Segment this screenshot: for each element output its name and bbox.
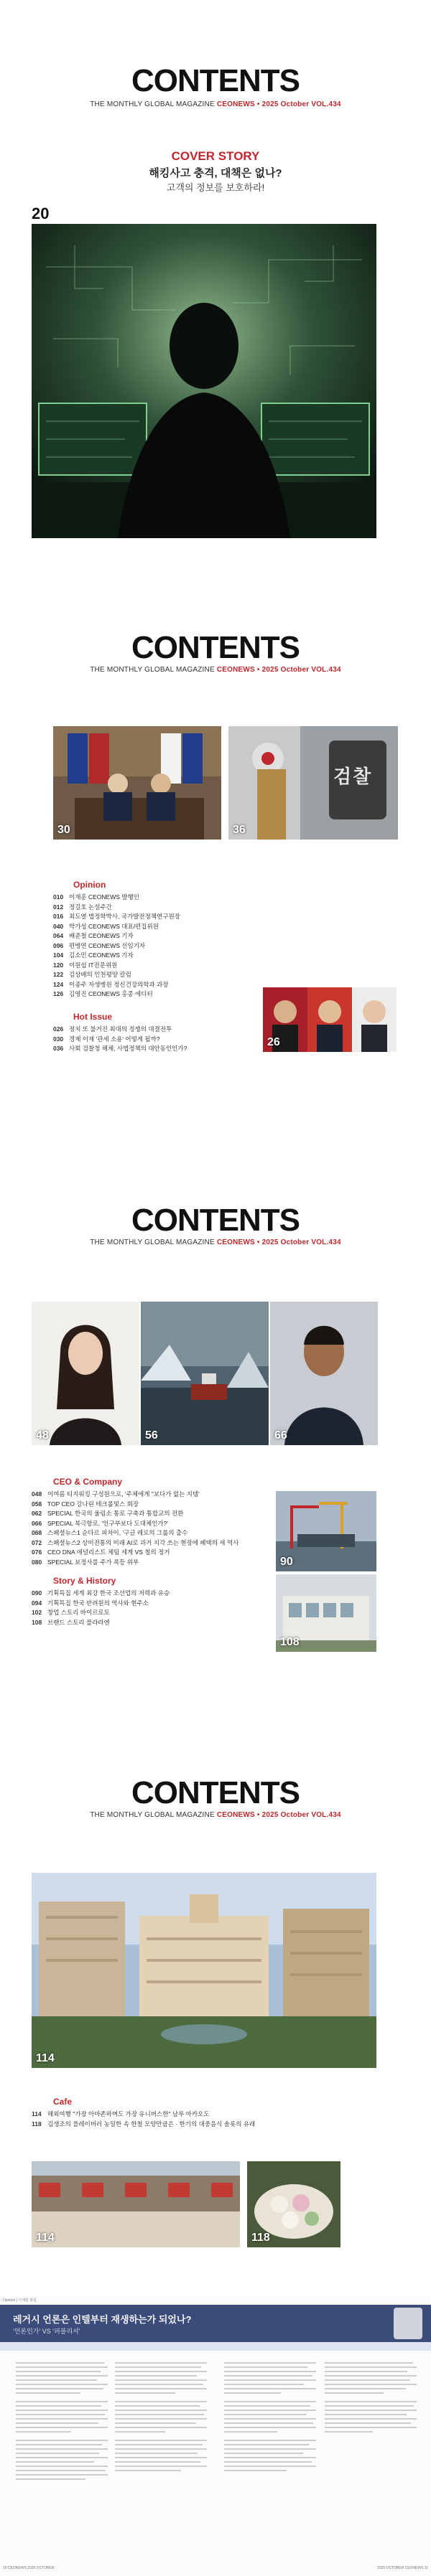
toc-page-number: 026 — [53, 1025, 64, 1033]
toc-entry-text: TOP CEO 강나린 테크롤빛스 회장 — [47, 1500, 139, 1508]
toc-page-number: 030 — [53, 1035, 64, 1043]
toc-entry[interactable] — [53, 922, 180, 932]
toc-page-number: 064 — [53, 932, 64, 939]
toc-entry[interactable] — [53, 1035, 187, 1045]
toc-entry[interactable] — [53, 941, 180, 951]
photo-number: 48 — [36, 1429, 49, 1442]
opinion-heading: Opinion — [73, 880, 106, 890]
toc-page-number: 108 — [32, 1618, 42, 1626]
contents-title-4: CONTENTS — [131, 1775, 300, 1810]
toc-page-number: 076 — [32, 1548, 42, 1556]
toc-entry[interactable] — [53, 980, 180, 990]
toc-entry-text: SPECIAL 한국의 울림소 통로 구축과 통합교의 전환 — [47, 1510, 184, 1517]
subline-issue: 2025 October VOL.434 — [261, 100, 341, 108]
toc-page-number: 114 — [32, 2110, 42, 2117]
photo-number: 90 — [280, 1556, 293, 1568]
toc-entry[interactable] — [32, 1548, 261, 1558]
toc-entry[interactable] — [53, 912, 180, 922]
toc-entry[interactable] — [32, 2110, 391, 2120]
toc-page-number: 072 — [32, 1538, 42, 1546]
toc-entry[interactable] — [53, 961, 180, 971]
shipyard-photo — [276, 1491, 376, 1571]
toc-page-number: 048 — [32, 1490, 42, 1498]
toc-entry-text: 편병연 CEONEWS 선임기자 — [69, 941, 146, 949]
toc-entry-text: 이여름 티지워킹 구성원으로, '주체에게 "보다가 없는 지템' — [47, 1490, 200, 1498]
spread-footer-left: 10 CEONEWS 2025 OCTOBER — [3, 2566, 55, 2570]
subline-issue: 2025 October VOL.434 — [261, 666, 341, 674]
subline-prefix: THE MONTHLY GLOBAL MAGAZINE — [90, 100, 215, 108]
contents-title-2: CONTENTS — [131, 630, 300, 665]
toc-page-number: 122 — [53, 971, 64, 978]
toc-entry[interactable] — [32, 1500, 261, 1510]
photo-number: 36 — [233, 824, 246, 836]
toc-entry[interactable] — [32, 1538, 261, 1548]
hot-issue-heading: Hot Issue — [73, 1012, 113, 1022]
leaders-photo — [263, 987, 397, 1052]
toc-entry[interactable] — [32, 1618, 261, 1628]
cover-hacker-photo — [32, 224, 376, 538]
toc-entry-text: 브랜드 스토리 플라라엔 — [47, 1618, 110, 1626]
cover-story-label: COVER STORY — [171, 149, 260, 163]
toc-entry-text: 최도열 법정학박사, 국가발전정책연구원장 — [69, 913, 180, 920]
toc-entry-text: 김영진 CEONEWS 홍콩 에디터 — [69, 990, 153, 997]
toc-entry[interactable] — [32, 1608, 261, 1618]
columnist-avatar — [394, 2308, 422, 2339]
toc-entry[interactable] — [32, 1490, 261, 1500]
opinion-list — [53, 893, 180, 1000]
magazine-subline-2 — [0, 666, 431, 674]
toc-entry-text: 해외여행 "가장 아마존하며도 가장 유니버스한" 남부 마카오도 — [47, 2110, 210, 2117]
story-history-list — [32, 1589, 261, 1627]
toc-page-number: 094 — [32, 1599, 42, 1607]
man-portrait-photo — [270, 1302, 378, 1445]
toc-page-number: 010 — [53, 893, 64, 901]
spread-column-2 — [115, 2359, 207, 2546]
subline-separator: • — [256, 1238, 260, 1246]
toc-page-number: 080 — [32, 1558, 42, 1566]
toc-page-number: 066 — [32, 1519, 42, 1527]
subline-prefix: THE MONTHLY GLOBAL MAGAZINE — [90, 1238, 215, 1246]
toc-entry[interactable] — [32, 1589, 261, 1599]
subline-prefix: THE MONTHLY GLOBAL MAGAZINE — [90, 666, 215, 674]
toc-page-number: 036 — [53, 1045, 64, 1052]
toc-entry-text: CEO DNA 애널리스트 체팀 세계 VS 철의 정거 — [47, 1548, 170, 1556]
toc-page-number: 102 — [32, 1609, 42, 1616]
subline-logo: CEONEWS — [216, 666, 255, 674]
ceo-company-list — [32, 1490, 261, 1567]
prosecution-photo — [228, 726, 398, 840]
subline-logo: CEONEWS — [216, 1811, 255, 1819]
subline-issue: 2025 October VOL.434 — [261, 1238, 341, 1246]
macau-street-photo — [32, 2161, 240, 2247]
arctic-ship-photo — [141, 1302, 269, 1445]
toc-entry[interactable] — [53, 951, 180, 961]
photo-number: 26 — [267, 1036, 280, 1048]
spread-subband — [0, 2342, 431, 2351]
magazine-subline-3 — [0, 1238, 431, 1246]
toc-page-number: 062 — [32, 1510, 42, 1517]
cafe-list — [32, 2110, 391, 2129]
photo-number: 114 — [36, 2052, 55, 2064]
toc-entry-text: 이원섭 IT전문위원 — [69, 961, 118, 969]
toc-entry[interactable] — [53, 931, 180, 941]
magazine-subline-4 — [0, 1811, 431, 1819]
spread-section-label: Opinion | 이재훈 칼럼 — [3, 2298, 37, 2303]
cover-headline: 해킹사고 충격, 대책은 없나? — [149, 167, 282, 179]
toc-entry[interactable] — [53, 970, 180, 980]
toc-entry[interactable] — [32, 1519, 261, 1529]
toc-entry[interactable] — [32, 1528, 261, 1538]
toc-entry-text: 스페셜뉴스2 상미전통의 미래 AI로 과거 지각 쓰는 현장에 혜택의 새 역사 — [47, 1538, 239, 1546]
toc-entry[interactable] — [32, 1509, 261, 1519]
photo-number: 118 — [251, 2232, 270, 2244]
toc-page-number: 124 — [53, 980, 64, 988]
spread-subheadline: '언론인가' VS '퍼블리셔' — [13, 2328, 80, 2335]
cafe-heading: Cafe — [53, 2097, 73, 2107]
toc-page-number: 012 — [53, 903, 64, 911]
toc-entry[interactable] — [53, 1025, 187, 1035]
toc-entry-text: 정길호 논설주간 — [69, 903, 112, 911]
toc-page-number: 068 — [32, 1529, 42, 1536]
subline-separator: • — [256, 666, 260, 674]
toc-entry-text: 스페셜뉴스1 순다르 피차이, '구글 레로의 그룹의 출수 — [47, 1529, 188, 1536]
macau-photo — [32, 1873, 376, 2068]
opinion-spread — [0, 2296, 431, 2576]
subline-separator: • — [256, 100, 260, 108]
toc-page-number: 090 — [32, 1589, 42, 1597]
photo-number: 114 — [36, 2232, 55, 2244]
toc-page-number: 126 — [53, 990, 64, 997]
subline-separator: • — [256, 1811, 260, 1819]
building-photo — [276, 1574, 376, 1652]
toc-entry-text: 정치 또 불거진 최대의 정쟁의 대결전투 — [69, 1025, 172, 1033]
spread-headline: 레거시 언론은 인텔부터 재생하는가 되었나? — [13, 2314, 192, 2325]
toc-entry-text: SPECIAL 보정사를 주가 폭등 위부 — [47, 1558, 139, 1566]
subline-issue: 2025 October VOL.434 — [261, 1811, 341, 1819]
prosecution-sign-text: 검찰 — [333, 766, 373, 787]
toc-entry-text: 기획특집 한국 반려원의 역사와 현주소 — [47, 1599, 149, 1607]
photo-number: 30 — [57, 824, 70, 836]
contents-title-1: CONTENTS — [131, 63, 300, 98]
toc-entry[interactable] — [53, 1044, 187, 1054]
toc-entry[interactable] — [32, 1558, 261, 1568]
toc-page-number: 040 — [53, 922, 64, 930]
toc-page-number: 120 — [53, 961, 64, 969]
toc-entry[interactable] — [53, 893, 180, 903]
toc-entry-text: 김생조의 플레이버러 농밀한 속 한철 모양만큼은 · 한기의 대중음식 솔롯의 유래 — [47, 2120, 256, 2128]
photo-number: 56 — [145, 1429, 158, 1442]
toc-entry-text: 이종주 자생병원 정신건강의학과 과장 — [69, 980, 169, 988]
subline-logo: CEONEWS — [216, 1238, 255, 1246]
contents-title-3: CONTENTS — [131, 1203, 300, 1238]
toc-entry-text: 기획특집 세계 최강 한국 조선업의 저력과 유승 — [47, 1589, 170, 1597]
food-photo — [247, 2161, 340, 2247]
toc-page-number: 016 — [53, 913, 64, 920]
toc-entry[interactable] — [53, 989, 180, 1000]
summit-photo — [53, 726, 221, 840]
spread-footer-right: 2025 OCTOBER CEONEWS 11 — [377, 2566, 428, 2570]
cover-page-number: 20 — [32, 205, 50, 222]
spread-header-band — [0, 2305, 431, 2342]
toc-entry-text: 박가성 CEONEWS 대표/편집위원 — [69, 922, 159, 930]
toc-entry-text: 김소민 CEONEWS 기자 — [69, 951, 134, 959]
story-history-heading: Story & History — [53, 1576, 116, 1586]
photo-number: 66 — [274, 1429, 287, 1442]
toc-entry-text: 경제 이재 '관세 소용' 어떻게 될까? — [69, 1035, 160, 1043]
cover-subheadline: 고객의 정보를 보호하라! — [166, 182, 265, 193]
toc-entry-text: 사회 검찰청 해체, 사법정책의 대안동인인가? — [69, 1045, 187, 1052]
woman-portrait-photo — [32, 1302, 139, 1445]
photo-number: 108 — [280, 1636, 300, 1648]
toc-page-number: 096 — [53, 941, 64, 949]
spread-column-3 — [224, 2359, 316, 2546]
toc-entry-text: 배준철 CEONEWS 기자 — [69, 932, 134, 939]
toc-entry[interactable] — [53, 903, 180, 913]
toc-entry[interactable] — [32, 1599, 261, 1609]
toc-entry-text: 김상배의 인천평양 칼럼 — [69, 971, 131, 978]
ceo-company-heading: CEO & Company — [53, 1477, 123, 1487]
toc-entry-text: SPECIAL 북극항로, '인구부보다 도대체인가?' — [47, 1519, 168, 1527]
hot-issue-list — [53, 1025, 187, 1054]
toc-entry-text: 이재훈 CEONEWS 발행인 — [69, 893, 139, 901]
toc-page-number: 118 — [32, 2120, 42, 2128]
toc-page-number: 104 — [53, 951, 64, 959]
toc-entry[interactable] — [32, 2120, 391, 2130]
subline-prefix: THE MONTHLY GLOBAL MAGAZINE — [90, 1811, 215, 1819]
subline-logo: CEONEWS — [216, 100, 255, 108]
toc-entry-text: 창업 스토리 바이르로토 — [47, 1609, 110, 1616]
toc-page-number: 058 — [32, 1500, 42, 1508]
magazine-subline-1 — [0, 100, 431, 108]
spread-column-1 — [16, 2359, 108, 2546]
spread-column-4 — [325, 2359, 417, 2546]
